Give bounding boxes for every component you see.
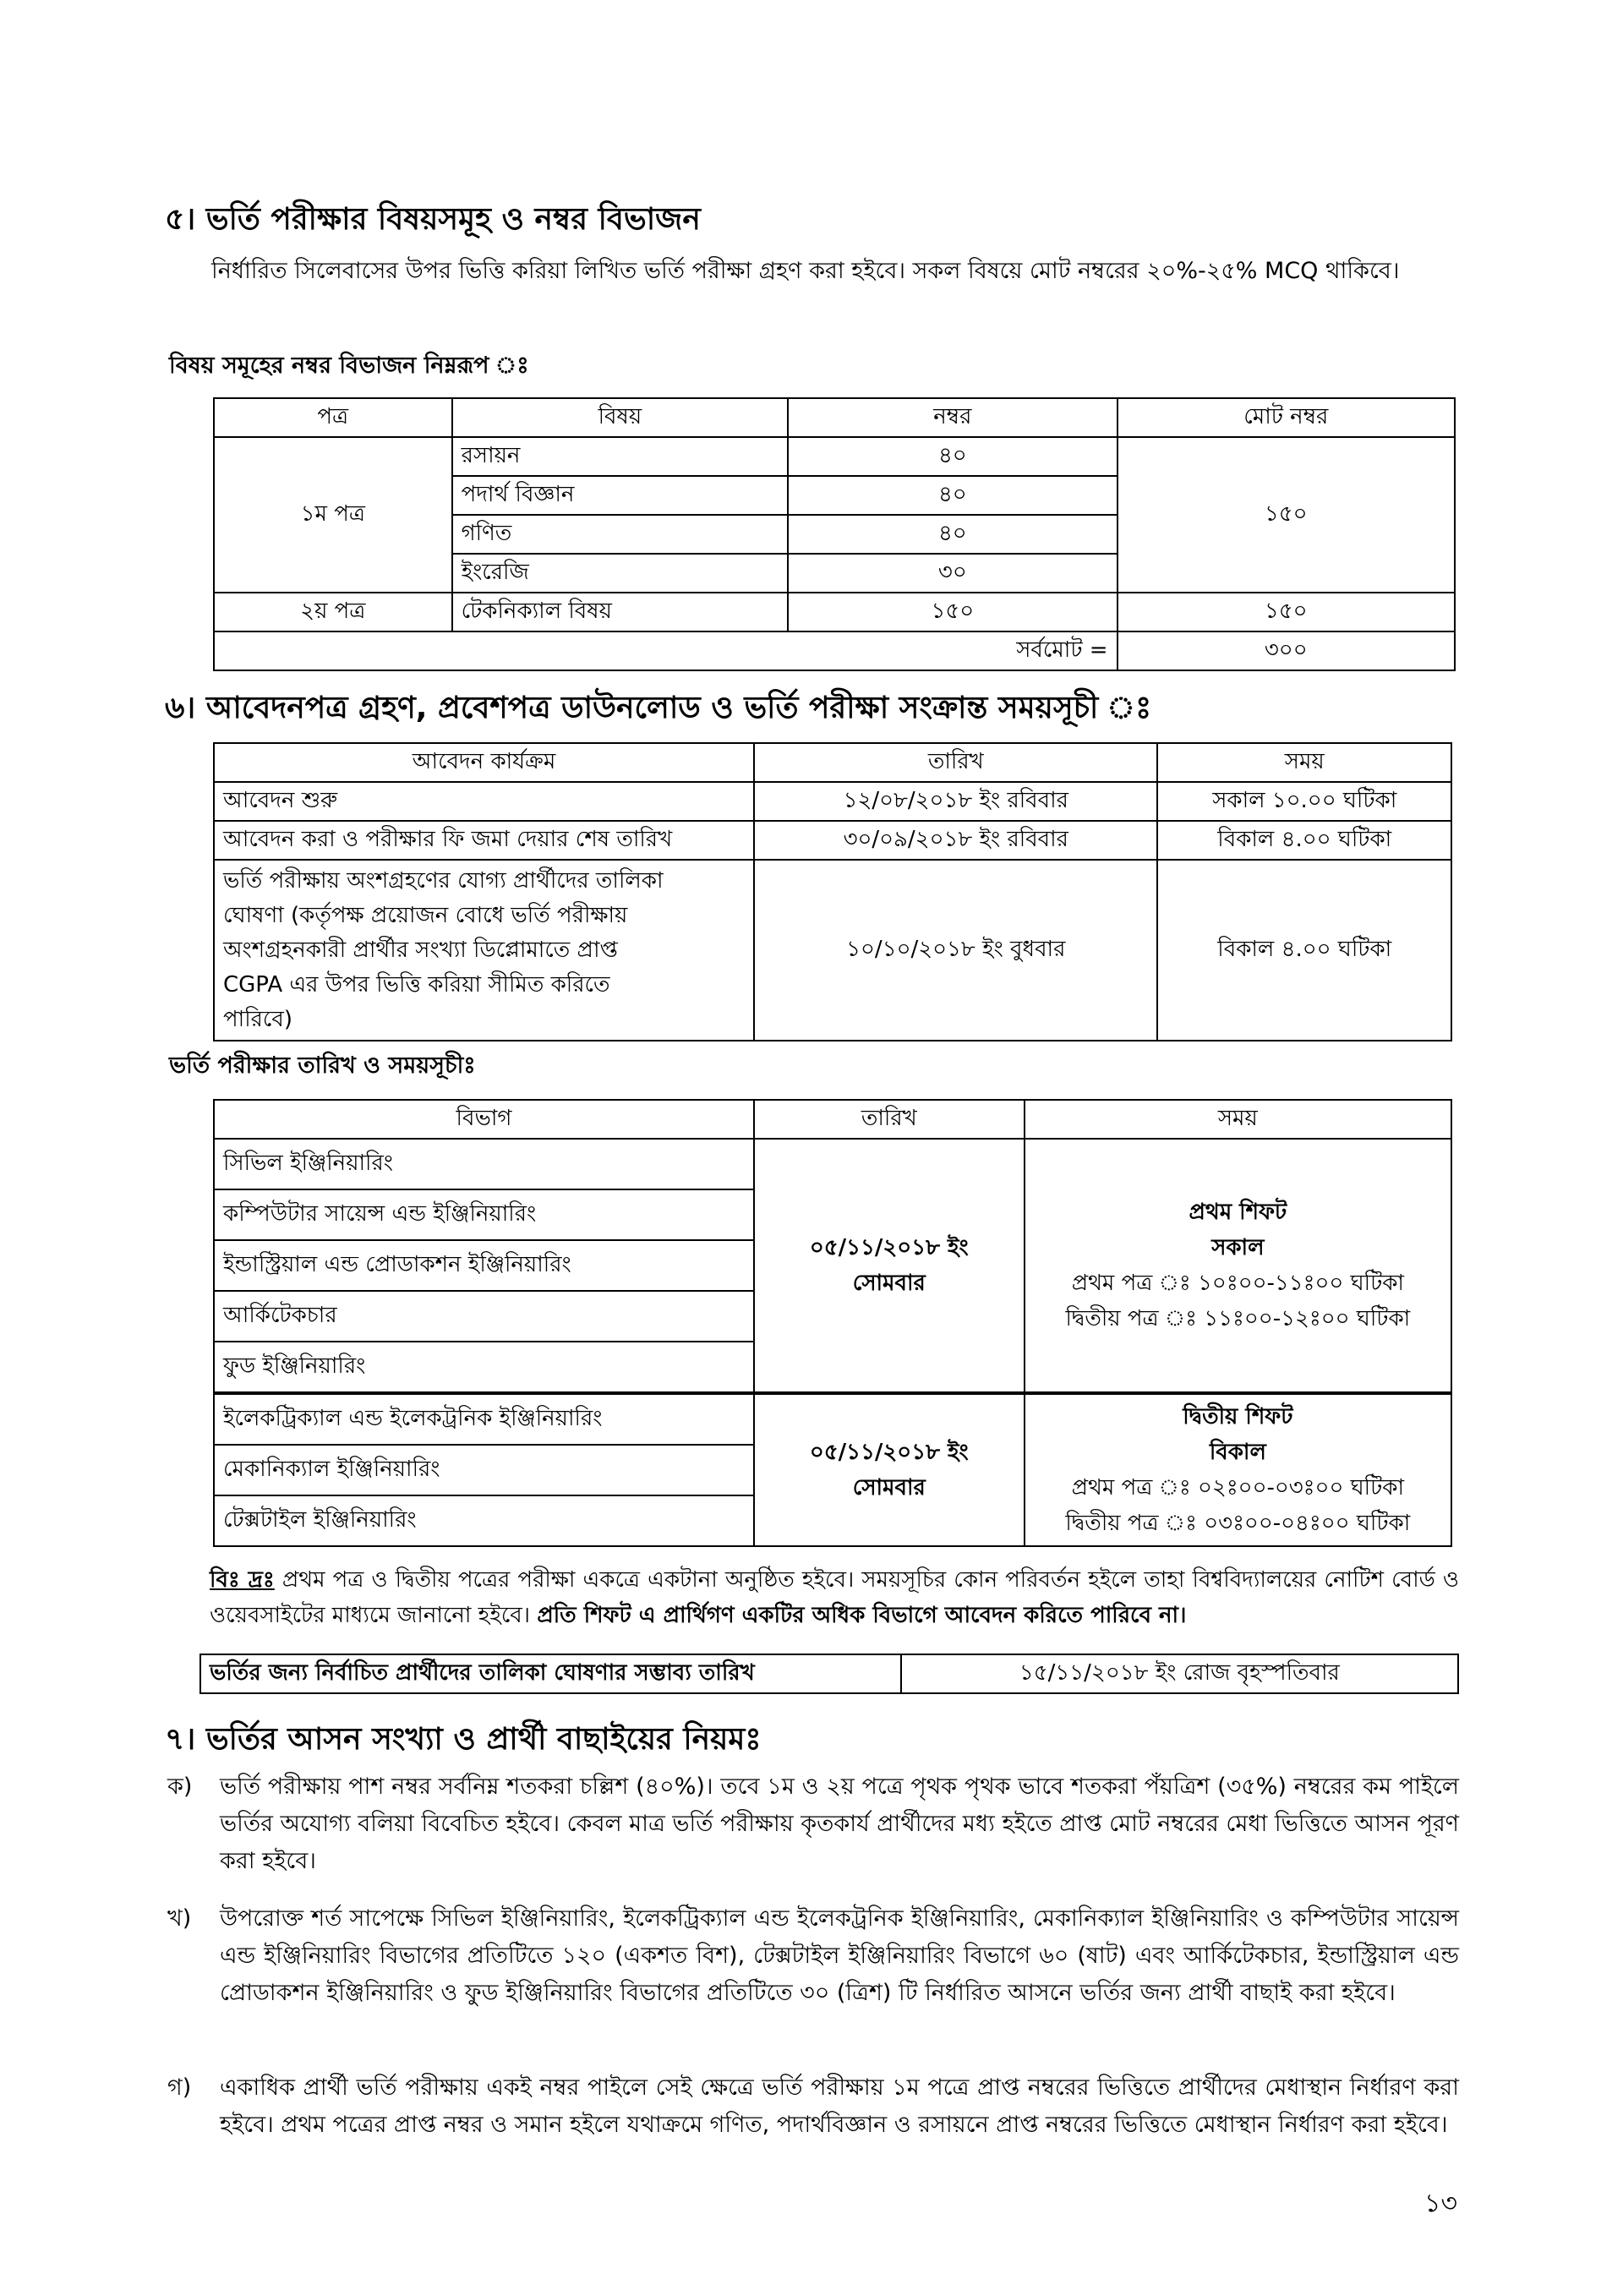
shift1-time-cell [1025,1139,1451,1393]
exam-schedule-table [213,1099,1452,1547]
marks-distribution-table [213,397,1456,671]
section5-heading: ৫। ভর্তি পরীক্ষার বিষয়সমূহ ও নম্বর বিভাজন [165,202,701,237]
subject-cell: ইংরেজি [452,554,789,593]
shift1-paper1-time: প্রথম পত্র ঃ ১০ঃ০০-১১ঃ০০ ঘটিকা [1071,1271,1404,1296]
activity-line: ঘোষণা (কর্তৃপক্ষ প্রয়োজন বোধে ভর্তি পরীক্ষায় [223,902,628,928]
rule-text: একাধিক প্রার্থী ভর্তি পরীক্ষায় একই নম্বর পাইলে সেই ক্ষেত্রে ভর্তি পরীক্ষায় ১ম পত্রে প্রাপ্ত নম্বরের ভিত্তিতে প্রার্থীদের মেধাস্থান নির্ধারণ করা হইবে। প্রথম পত্রের প্রাপ্ত নম্বর ও সমান হইলে যথাক্রমে গণিত, পদার্থবিজ্ঞান ও রসায়নে প্রাপ্ত নম্বরের ভিত্তিতে মেধাস্থান নির্ধারণ করা হইবে। [220,2075,1459,2138]
shift2-date-cell [754,1393,1025,1546]
result-date-table [199,1654,1459,1694]
activity-line: পারিবে) [223,1006,292,1032]
rule-item [167,1900,1459,2053]
shift1-day: সোমবার [852,1271,926,1296]
col-header-total-marks: মোট নম্বর [1118,398,1455,437]
shift1-name: প্রথম শিফট [1189,1200,1287,1225]
rule-marker: খ) [167,1905,192,1932]
paper2-cell: ২য় পত্র [214,593,452,631]
date-cell: ১০/১০/২০১৮ ইং বুধবার [754,860,1157,1041]
subject-cell: রসায়ন [452,437,789,476]
eligible-list-activity-cell [214,860,754,1041]
result-date-label: ভর্তির জন্য নির্বাচিত প্রার্থীদের তালিকা ঘোষণার সম্ভাব্য তারিখ [200,1654,901,1693]
schedule-note [210,1562,1459,1633]
activity-cell: আবেদন করা ও পরীক্ষার ফি জমা দেয়ার শেষ তারিখ [214,821,754,860]
page-number: ১৩ [1424,2189,1457,2218]
activity-line: অংশগ্রহনকারী প্রার্থীর সংখ্যা ডিপ্লোমাতে প্রাপ্ত [223,937,618,963]
note-label: বিঃ দ্রঃ [210,1567,275,1593]
grand-total-label: সর্বমোট = [214,631,1118,670]
rule-text: ভর্তি পরীক্ষায় পাশ নম্বর সর্বনিম্ন শতকরা চল্লিশ (৪০%)। তবে ১ম ও ২য় পত্রে পৃথক পৃথক ভাবে শতকরা পঁয়ত্রিশ (৩৫%) নম্বরের কম পাইলে ভর্তির অযোগ্য বলিয়া বিবেচিত হইবে। কেবল মাত্র ভর্তি পরীক্ষায় কৃতকার্য প্রার্থীদের মধ্য হইতে প্রাপ্ত মোট নম্বরের মেধা ভিত্তিতে আসন পূরণ করা হইবে। [220,1774,1459,1874]
rule-marker: ক) [167,1774,193,1800]
col-header-time: সময় [1025,1100,1451,1139]
shift2-day: সোমবার [852,1475,926,1501]
note-text: প্রথম পত্র ও দ্বিতীয় পত্রের পরীক্ষা একত্রে একটানা অনুষ্ঠিত হইবে। সময়সূচির কোন পরিবর্তন হইলে তাহা বিশ্ববিদ্যালয়ের নোটিশ বোর্ড ও ওয়েবসাইটের মাধ্যমে জানানো হইবে। [210,1567,1459,1628]
grand-total-value: ৩০০ [1118,631,1455,670]
date-cell: ৩০/০৯/২০১৮ ইং রবিবার [754,821,1157,860]
col-header-activity: আবেদন কার্যক্রম [214,743,754,782]
subject-cell: গণিত [452,515,789,554]
activity-line: CGPA এর উপর ভিত্তি করিয়া সীমিত করিতে [223,971,610,998]
subject-cell: টেকনিক্যাল বিষয় [452,593,789,631]
shift2-paper2-time: দ্বিতীয় পত্র ঃ ০৩ঃ০০-০৪ঃ০০ ঘটিকা [1065,1511,1411,1536]
col-header-paper: পত্র [214,398,452,437]
exam-schedule-subheading: ভর্তি পরীক্ষার তারিখ ও সময়সূচীঃ [169,1052,476,1079]
col-header-time: সময় [1157,743,1451,782]
time-cell: বিকাল ৪.০০ ঘটিকা [1157,860,1451,1041]
paper1-total-cell: ১৫০ [1118,437,1455,593]
shift1-date: ০৫/১১/২০১৮ ইং [809,1235,969,1260]
rule-item [167,1768,1459,1878]
shift2-paper1-time: প্রথম পত্র ঃ ০২ঃ০০-০৩ঃ০০ ঘটিকা [1071,1475,1405,1501]
marks-cell: ৪০ [788,437,1117,476]
rule-marker: গ) [167,2075,192,2101]
shift1-paper2-time: দ্বিতীয় পত্র ঃ ১১ঃ০০-১২ঃ০০ ঘটিকা [1065,1306,1411,1331]
department-cell: আর্কিটেকচার [214,1291,754,1342]
marks-cell: ১৫০ [788,593,1117,631]
department-cell: সিভিল ইঞ্জিনিয়ারিং [214,1139,754,1189]
shift2-time-cell [1025,1393,1451,1546]
activity-cell: আবেদন শুরু [214,782,754,821]
shift2-name: দ্বিতীয় শিফট [1183,1404,1293,1430]
activity-line: ভর্তি পরীক্ষায় অংশগ্রহণের যোগ্য প্রার্থীদের তালিকা [223,867,664,894]
paper2-total-cell: ১৫০ [1118,593,1455,631]
shift1-period: সকাল [1211,1235,1265,1260]
department-cell: টেক্সটাইল ইঞ্জিনিয়ারিং [214,1495,754,1546]
col-header-date: তারিখ [754,1100,1025,1139]
marks-cell: ৪০ [788,476,1117,515]
rule-text: উপরোক্ত শর্ত সাপেক্ষে সিভিল ইঞ্জিনিয়ারিং, ইলেকট্রিক্যাল এন্ড ইলেকট্রনিক ইঞ্জিনিয়ারিং, মেকানিক্যাল ইঞ্জিনিয়ারিং ও কম্পিউটার সায়েন্স এন্ড ইঞ্জিনিয়ারিং বিভাগের প্রতিটিতে ১২০ (একশত বিশ), টেক্সটাইল ইঞ্জিনিয়ারিং বিভাগে ৬০ (ষাট) এবং আর্কিটেকচার, ইন্ডাস্ট্রিয়াল এন্ড প্রোডাকশন ইঞ্জিনিয়ারিং ও ফুড ইঞ্জিনিয়ারিং বিভাগের প্রতিটিতে ৩০ (ত্রিশ) টি নির্ধারিত আসনে ভর্তির জন্য প্রার্থী বাছাই করা হইবে। [220,1905,1459,2006]
rule-item [167,2069,1459,2181]
department-cell: ফুড ইঞ্জিনিয়ারিং [214,1342,754,1393]
subject-cell: পদার্থ বিজ্ঞান [452,476,789,515]
section6-heading: ৬। আবেদনপত্র গ্রহণ, প্রবেশপত্র ডাউনলোড ও ভর্তি পরীক্ষা সংক্রান্ত সময়সূচী ঃ [165,691,1152,725]
shift2-period: বিকাল [1209,1440,1266,1465]
time-cell: সকাল ১০.০০ ঘটিকা [1157,782,1451,821]
paper1-cell: ১ম পত্র [214,437,452,593]
department-cell: কম্পিউটার সায়েন্স এন্ড ইঞ্জিনিয়ারিং [214,1189,754,1240]
application-schedule-table [213,742,1452,1041]
department-cell: ইন্ডাস্ট্রিয়াল এন্ড প্রোডাকশন ইঞ্জিনিয়ারিং [214,1240,754,1291]
section7-heading: ৭। ভর্তির আসন সংখ্যা ও প্রার্থী বাছাইয়ের নিয়মঃ [165,1722,762,1757]
department-cell: মেকানিক্যাল ইঞ্জিনিয়ারিং [214,1445,754,1495]
section5-intro: নির্ধারিত সিলেবাসের উপর ভিত্তি করিয়া লিখিত ভর্তি পরীক্ষা গ্রহণ করা হইবে। সকল বিষয়ে মোট নম্বরের ২০%-২৫% MCQ থাকিবে। [211,258,1400,284]
note-bold-text: প্রতি শিফট এ প্রার্থিগণ একটির অধিক বিভাগে আবেদন করিতে পারিবে না। [537,1603,1187,1628]
shift2-date: ০৫/১১/২০১৮ ইং [809,1440,969,1465]
marks-cell: ৩০ [788,554,1117,593]
result-date-value: ১৫/১১/২০১৮ ইং রোজ বৃহস্পতিবার [901,1654,1458,1693]
time-cell: বিকাল ৪.০০ ঘটিকা [1157,821,1451,860]
date-cell: ১২/০৮/২০১৮ ইং রবিবার [754,782,1157,821]
col-header-date: তারিখ [754,743,1157,782]
marks-cell: ৪০ [788,515,1117,554]
department-cell: ইলেকট্রিক্যাল এন্ড ইলেকট্রনিক ইঞ্জিনিয়ারিং [214,1393,754,1445]
col-header-department: বিভাগ [214,1100,754,1139]
col-header-marks: নম্বর [788,398,1117,437]
shift1-date-cell [754,1139,1025,1393]
col-header-subject: বিষয় [452,398,789,437]
marks-distribution-subheading: বিষয় সমূহের নম্বর বিভাজন নিম্নরূপ ঃ [169,353,529,379]
